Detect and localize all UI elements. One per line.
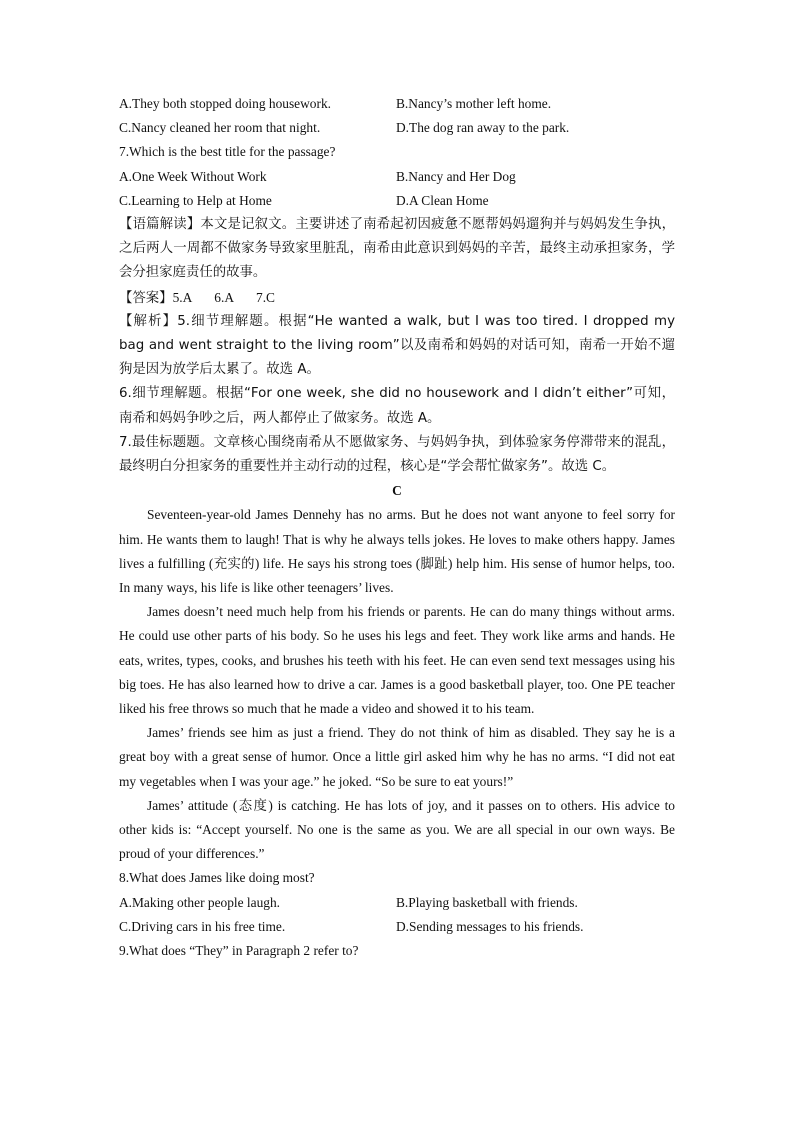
section-c-paragraph-2: James doesn’t need much help from his friends or parents. He can do many things without arms. He could use other parts of his body. So he uses his legs and feet. They work like arms and hands. He eats, writes, types, cooks, and brushes his teeth with his feet. He can even send text messages using his big toes. He has also learned how to drive a car. James is a good basketball player, too. One PE teacher liked his free throws so much that he made a video and showed it to his team.: [119, 604, 675, 716]
q6-option-a: A.They both stopped doing housework.: [119, 96, 331, 111]
q7-option-a: A.One Week Without Work: [119, 168, 267, 184]
q6-option-c: C.Nancy cleaned her room that night.: [119, 120, 321, 136]
q8-option-b: B.Playing basketball with friends.: [396, 894, 578, 910]
section-c-paragraph-4: James’ attitude (态度) is catching. He has lots of joy, and it passes on to others. His advice to other kids is: “Accept yourself. No one is the same as you. We are all special in our own ways. Be proud of your differences.”: [119, 797, 675, 862]
q8-question: 8.What does James like doing most?: [119, 870, 315, 886]
q7-options-row-2: [119, 189, 675, 213]
q9-question: 9.What does “They” in Paragraph 2 refer to?: [119, 942, 359, 958]
answer-7: 7.C: [256, 289, 275, 305]
passage-interpretation: [119, 213, 675, 286]
document-page: [119, 92, 675, 963]
q8-options-row-1: [119, 891, 675, 915]
q8-options-row-2: [119, 915, 675, 939]
q8-option-a: A.Making other people laugh.: [119, 894, 281, 910]
section-c-paragraph-1: Seventeen-year-old James Dennehy has no arms. But he does not want anyone to feel sorry for him. He wants them to laugh! That is why he always tells jokes. He loves to make others happy. James lives a fulfilling (充实的) life. He says his strong toes (脚趾) help him. His sense of humor helps, too. In many ways, his life is like other teenagers’ lives.: [119, 507, 675, 595]
q8-option-d: D.Sending messages to his friends.: [396, 918, 584, 934]
q7-option-c: C.Learning to Help at Home: [119, 192, 272, 208]
section-c-paragraph-3: James’ friends see him as just a friend. They do not think of him as disabled. They say he is a great boy with a great sense of humor. Once a little girl asked him why he has no arms. “I did not eat my vegetables when I was your age.” he joked. “So be sure to eat yours!”: [119, 725, 675, 789]
q7-options-row-1: [119, 165, 675, 189]
q7-option-d: D.A Clean Home: [396, 192, 489, 208]
explanation-label: 【解析】: [119, 313, 178, 329]
q8-option-c: C.Driving cars in his free time.: [119, 918, 286, 934]
explanation-7: 7.最佳标题题。文章核心围绕南希从不愿做家务、与妈妈争执，到体验家务停滞带来的混乱，最终明白分担家务的重要性并主动行动的过程，核心是“学会帮忙做家务”。故选 C。: [119, 434, 675, 474]
explanation-6: 6.细节理解题。根据“For one week, she did no housework and I didn’t either”可知，南希和妈妈争吵之后，两人都停止了做家务。故选 A。: [119, 386, 675, 426]
explanation-5-text: 5.细节理解题。根据“He wanted a walk, but I was too tired. I dropped my bag and went straight to the living room”以及南希和妈妈的对话可知，南希一开始不遛狗是因为放学后太累了。故选 A。: [119, 313, 676, 378]
explanation-5: [119, 310, 675, 383]
q6-option-b: B.Nancy’s mother left home.: [396, 96, 552, 111]
answer-key: [119, 286, 675, 310]
section-c-heading: C: [392, 483, 402, 499]
q6-options-row-2: [119, 116, 675, 140]
answer-6: 6.A: [214, 289, 234, 305]
q7-question: 7.Which is the best title for the passage?: [119, 144, 336, 160]
passage-interpretation-label: 【语篇解读】: [119, 216, 201, 232]
q7-option-b: B.Nancy and Her Dog: [396, 168, 516, 184]
q6-option-d: D.The dog ran away to the park.: [396, 120, 570, 136]
q6-options-row-1: [119, 92, 675, 116]
passage-interpretation-text: 本文是记叙文。主要讲述了南希起初因疲惫不愿帮妈妈遛狗并与妈妈发生争执，之后两人一周都不做家务导致家里脏乱，南希由此意识到妈妈的辛苦，最终主动承担家务，学会分担家庭责任的故事。: [119, 216, 676, 281]
answer-label: 【答案】: [119, 290, 173, 306]
answer-5: 5.A: [172, 289, 193, 305]
